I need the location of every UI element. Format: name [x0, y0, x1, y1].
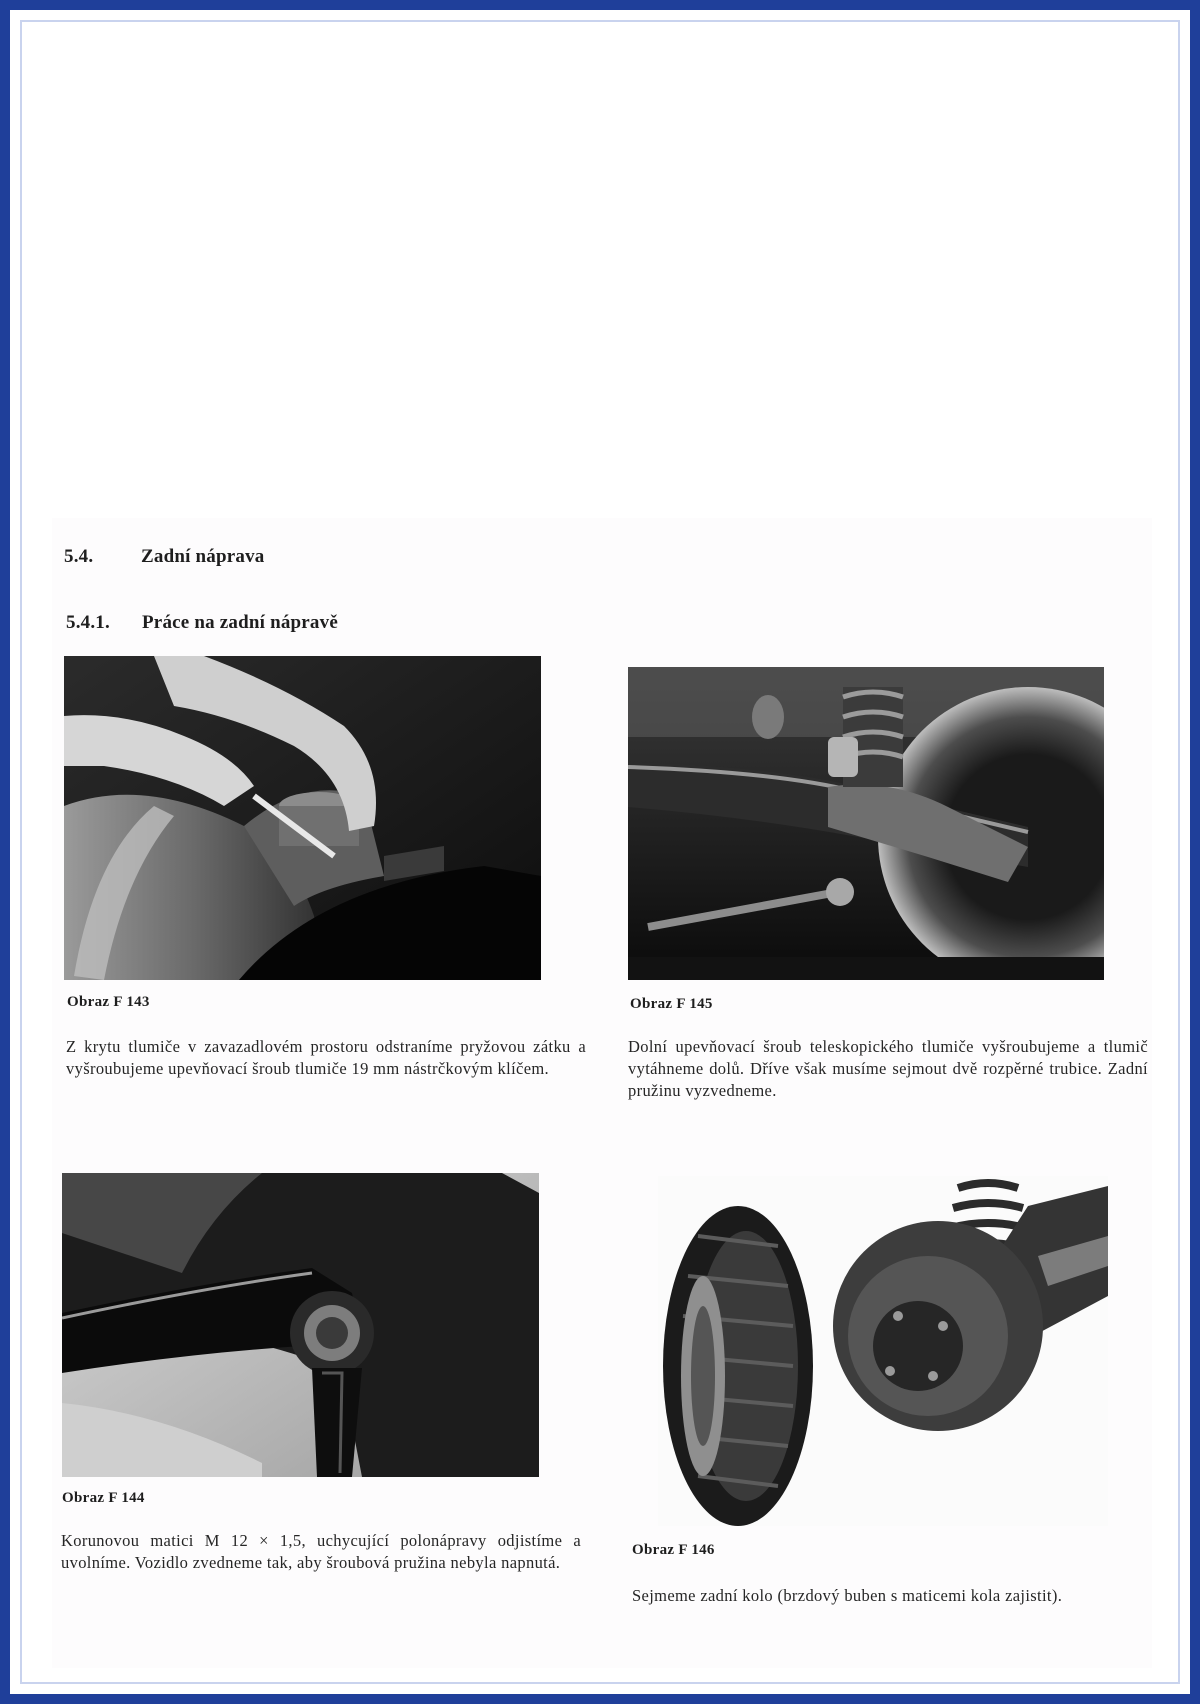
photo-f143-illustration — [64, 656, 541, 980]
photo-f144-illustration — [62, 1173, 539, 1477]
photo-f146 — [658, 1176, 1108, 1526]
section-title: Zadní náprava — [141, 546, 265, 567]
subsection-title: Práce na zadní nápravě — [142, 612, 338, 633]
text-f144: Korunovou matici M 12 × 1,5, uchycující polonápravy odjistíme a uvolníme. Vozidlo zvedneme tak, aby šroubová pružina nebyla napnutá. — [61, 1531, 581, 1572]
photo-f145-illustration — [628, 667, 1104, 980]
text-f146: Sejmeme zadní kolo (brzdový buben s maticemi kola zajistit). — [632, 1586, 1063, 1605]
photo-f144 — [62, 1173, 539, 1477]
caption-f146: Obraz F 146 — [632, 1542, 715, 1558]
section-number: 5.4. — [64, 546, 94, 567]
caption-f145: Obraz F 145 — [630, 996, 713, 1012]
text-f145: Dolní upevňovací šroub teleskopického tlumiče vyšroubujeme a tlumič vytáhneme dolů. Dříve však musíme sejmout dvě rozpěrné trubice. Zadní pružinu vyzvedneme. — [628, 1037, 1148, 1100]
text-f143: Z krytu tlumiče v zavazadlovém prostoru odstraníme pryžovou zátku a vyšroubujeme upevňovací šroub tlumiče 19 mm nástrčkovým klíčem. — [66, 1037, 586, 1078]
caption-f143: Obraz F 143 — [67, 994, 150, 1010]
photo-f143 — [64, 656, 541, 980]
subsection-number: 5.4.1. — [66, 612, 110, 633]
photo-f145 — [628, 667, 1104, 980]
photo-f146-illustration — [658, 1176, 1108, 1526]
caption-f144: Obraz F 144 — [62, 1490, 145, 1506]
